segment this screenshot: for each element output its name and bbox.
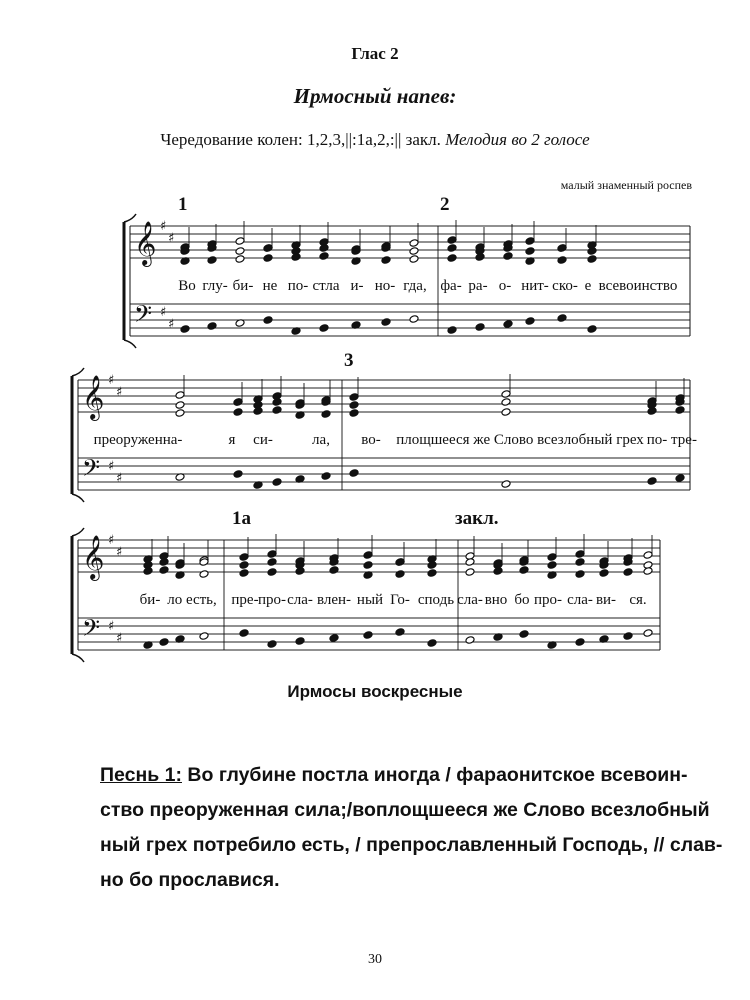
knee-label: 1а [232,508,251,529]
bracket-bottom [124,340,136,348]
sharp-icon: ♯ [116,471,123,486]
lyric-syllable: тре- [671,432,697,448]
bracket-bottom [72,494,84,502]
bass-note-head [623,632,633,641]
note-head [291,253,301,262]
glas-title: Глас 2 [351,44,399,63]
note-head [395,570,405,579]
lyric-syllable: би- [139,592,161,608]
note-head [235,237,245,246]
song-line-3: ный грех потребило есть, / препрославленный Господь, // слав- [100,834,723,856]
note-head [235,247,245,256]
note-head [239,561,249,570]
bass-note-head [321,472,331,481]
bass-note-head [475,323,485,332]
lyric-syllable: площшееся же Слово всезлобный грех [396,432,644,448]
bass-note-head [272,478,282,487]
lyric-syllable: си- [253,432,273,448]
note-head [409,247,419,256]
lyric-syllable: про- [257,592,287,608]
note-head [557,244,567,253]
lyric-syllable: фа- [440,278,462,294]
lyric-syllable: про- [533,592,563,608]
note-head [349,393,359,402]
note-head [349,401,359,410]
note-head [465,568,475,577]
lyric-syllable: сподь [417,592,455,608]
lyric-syllable: Во [178,278,196,294]
bass-note-head [159,638,169,647]
bass-note-head [329,634,339,643]
note-head [575,570,585,579]
lyric-syllable: о- [498,278,512,294]
lyric-syllable: сла- [457,592,483,608]
lyric-syllable: би- [232,278,254,294]
note-head [263,254,273,263]
lyric-syllable: бо [514,592,530,608]
note-head [503,252,513,261]
lyric-syllable: ви- [595,592,617,608]
knee-label: 2 [440,194,450,215]
note-head [207,256,217,265]
bass-note-head [409,315,419,324]
note-head [199,570,209,579]
bass-note-head [233,470,243,479]
sharp-icon: ♯ [108,619,115,634]
note-head [465,558,475,567]
knee-label: 3 [344,350,354,371]
sharp-icon: ♯ [160,219,167,234]
lyric-syllable: Го- [390,592,410,608]
note-head [233,408,243,417]
sharp-icon: ♯ [116,385,123,400]
song-line-4: но бо прославися. [100,869,280,891]
treble-clef-icon: 𝄞 [82,375,105,419]
lyric-syllable: ла, [312,432,330,448]
song-text [100,758,723,898]
lyric-syllable: гда, [403,278,427,294]
sharp-icon: ♯ [108,373,115,388]
sharp-icon: ♯ [116,631,123,646]
alternation-main: Чередование колен: 1,2,3,||:1а,2,:|| закл. [160,130,441,149]
note-head [267,558,277,567]
bass-note-head [180,325,190,334]
bass-note-head [575,638,585,647]
lyric-syllable: глу- [202,278,228,294]
bass-note-head [519,630,529,639]
note-head [587,255,597,264]
lyric-syllable: стла [312,278,340,294]
lyric-syllable: пре- [231,592,259,608]
sharp-icon: ♯ [168,231,175,246]
lyric-syllable: но- [374,278,396,294]
lyric-syllable: по- [287,278,309,294]
bass-note-head [395,628,405,637]
note-head [493,567,503,576]
treble-clef-icon: 𝄞 [134,221,157,265]
lyric-syllable: всевоинство [598,278,678,294]
bass-note-head [557,314,567,323]
bass-note-head [239,629,249,638]
note-head [409,255,419,264]
bass-note-head [319,324,329,333]
note-head [575,558,585,567]
sharp-icon: ♯ [108,533,115,548]
note-head [447,254,457,263]
note-head [159,566,169,575]
note-head [587,247,597,256]
note-head [395,558,405,567]
note-head [329,566,339,575]
bass-note-head [267,640,277,649]
bass-note-head [363,631,373,640]
sharp-icon: ♯ [168,317,175,332]
lyric-syllable: нит- [521,278,549,294]
song-line-1 [100,758,688,793]
bracket-bottom [72,654,84,662]
note-head [267,568,277,577]
note-head [643,551,653,560]
note-head [349,409,359,418]
lyric-syllable: ра- [468,278,488,294]
note-head [409,239,419,248]
chant-name: малый знаменный роспев [560,178,692,192]
sharp-icon: ♯ [116,545,123,560]
bass-note-head [647,477,657,486]
note-head [267,550,277,559]
note-head [501,408,511,417]
note-head [547,561,557,570]
bass-note-head [675,474,685,483]
bass-note-head [465,636,475,645]
lyric-syllable: во- [361,432,381,448]
treble-clef-icon: 𝄞 [82,535,105,579]
note-head [263,244,273,253]
note-head [175,409,185,418]
song-line-1-text: Во глубине постла иногда / фараонитское всевоин- [187,764,688,786]
note-head [159,558,169,567]
note-head [447,236,457,245]
note-head [675,406,685,415]
lyric-syllable: влен- [316,592,352,608]
note-head [253,407,263,416]
bass-clef-icon: 𝄢 [82,454,101,487]
bass-note-head [295,637,305,646]
bass-note-head [427,639,437,648]
note-head [643,567,653,576]
note-head [143,567,153,576]
lyric-syllable: и- [350,278,364,294]
note-head [501,390,511,399]
note-head [525,247,535,256]
bass-note-head [501,480,511,489]
lyric-syllable: ный [356,592,384,608]
song-line-2: ство преоруженная сила;/воплощшееся же Слово всезлобный [100,799,710,821]
note-head [427,561,437,570]
page-number: 30 [368,952,382,967]
sharp-icon: ♯ [160,305,167,320]
song-label: Песнь 1: [100,764,182,786]
note-head [175,401,185,410]
alternation-melody: Мелодия во 2 голосе [445,130,590,149]
note-head [233,398,243,407]
note-head [547,553,557,562]
bass-note-head [503,320,513,329]
note-head [647,407,657,416]
note-head [239,553,249,562]
note-head [239,569,249,578]
bass-note-head [349,469,359,478]
lyric-syllable: не [262,278,278,294]
note-head [447,244,457,253]
lyric-syllable: сла- [567,592,593,608]
note-head [525,237,535,246]
lyric-syllable: е [584,278,592,294]
note-head [623,568,633,577]
note-head [363,561,373,570]
note-head [175,391,185,400]
note-head [321,410,331,419]
bass-note-head [525,317,535,326]
note-head [363,551,373,560]
bass-note-head [199,632,209,641]
lyric-syllable: преоруженна- [93,432,183,448]
bass-note-head [207,322,217,331]
note-head [235,255,245,264]
lyric-syllable: я [228,432,236,448]
bass-note-head [263,316,273,325]
note-head [475,253,485,262]
bass-clef-icon: 𝄢 [82,614,101,647]
note-head [501,398,511,407]
bass-clef-icon: 𝄢 [134,300,153,333]
bass-note-head [587,325,597,334]
note-head [599,569,609,578]
note-head [272,406,282,415]
note-head [272,398,282,407]
note-head [295,567,305,576]
note-head [319,244,329,253]
note-head [557,256,567,265]
bass-note-head [447,326,457,335]
subtitle: Ирмосный напев: [293,84,457,108]
irmosy-title: Ирмосы воскресные [287,682,463,701]
lyric-syllable: ло есть, [167,592,217,608]
lyric-syllable: по- [646,432,668,448]
bass-note-head [643,629,653,638]
note-head [575,550,585,559]
note-head [427,569,437,578]
lyric-syllable: вно [484,592,508,608]
lyric-syllable: сла- [287,592,313,608]
note-head [319,252,329,261]
sharp-icon: ♯ [108,459,115,474]
lyric-syllable: ся. [629,592,647,608]
knee-label: закл. [455,508,499,529]
note-head [381,256,391,265]
bass-note-head [381,318,391,327]
note-head [519,566,529,575]
lyric-syllable: ско- [552,278,578,294]
knee-label: 1 [178,194,188,215]
